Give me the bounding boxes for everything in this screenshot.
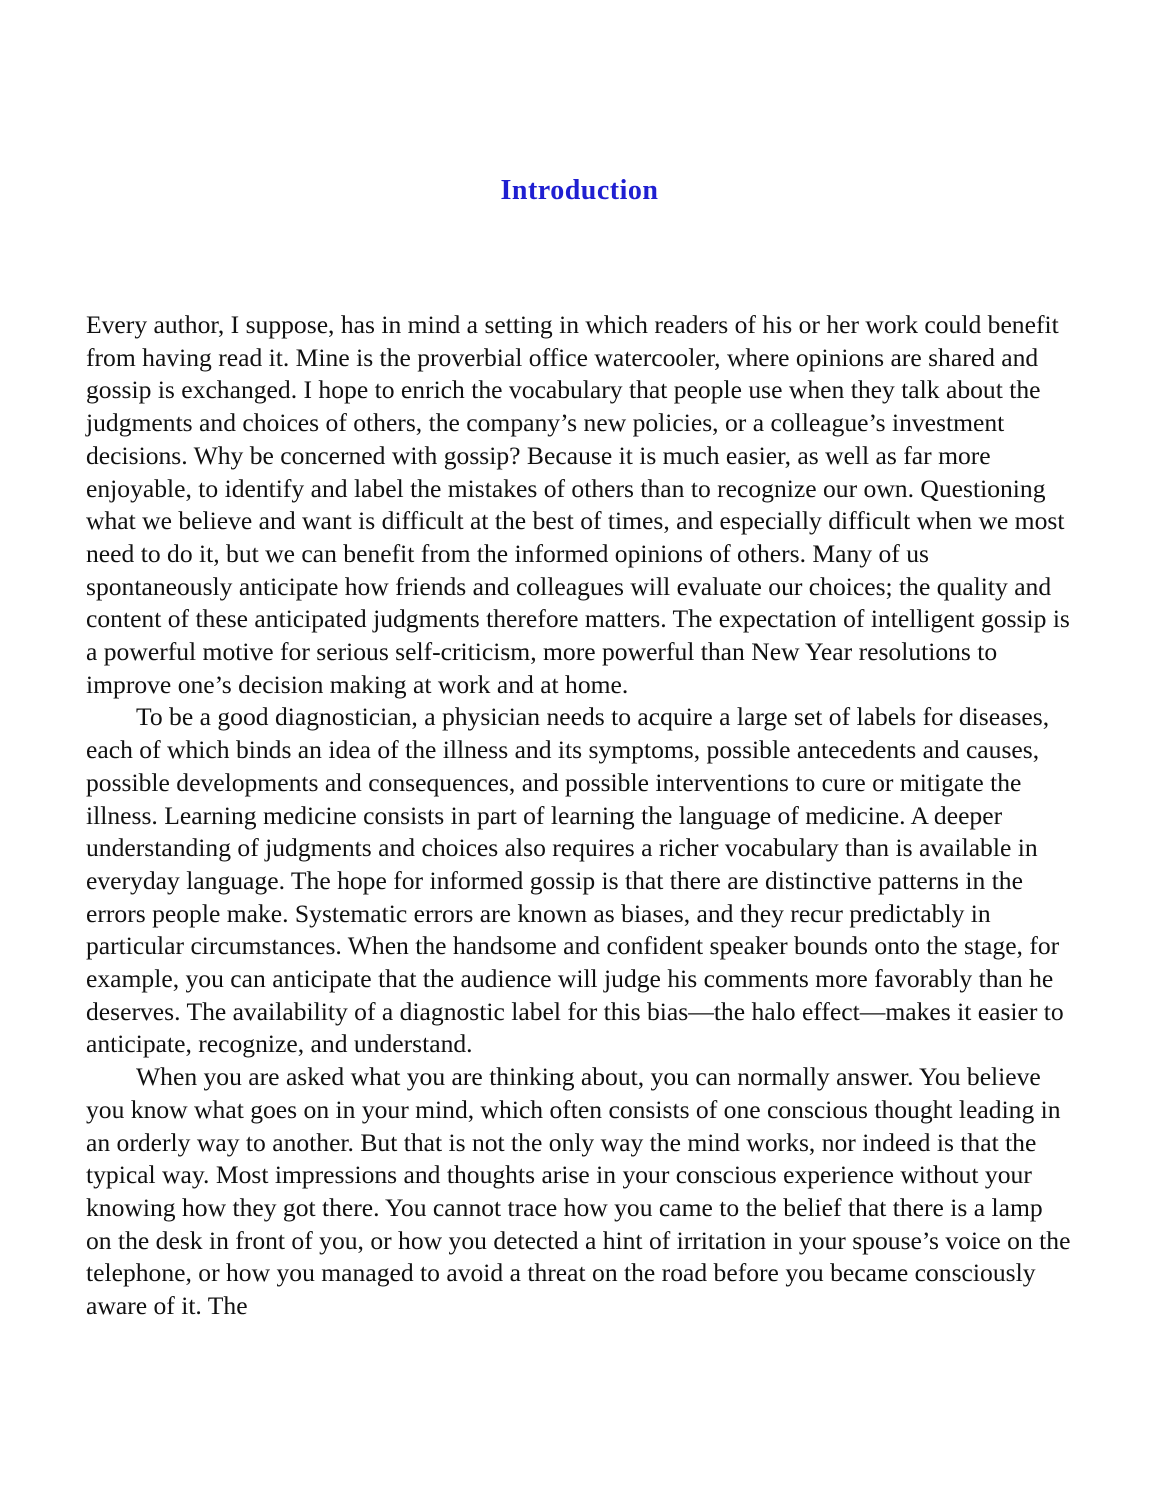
chapter-body: [86, 309, 1071, 1323]
paragraph-2: To be a good diagnostician, a physician needs to acquire a large set of labels for diseases, each of which binds an idea of the illness and its symptoms, possible antecedents and causes, possible developments and consequences, and possible interventions to cure or mitigate the illness. Learning medicine consists in part of learning the language of medicine. A deeper understanding of judgments and choices also requires a richer vocabulary than is available in everyday language. The hope for informed gossip is that there are distinctive patterns in the errors people make. Systematic errors are known as biases, and they recur predictably in particular circumstances. When the handsome and confident speaker bounds onto the stage, for example, you can anticipate that the audience will judge his comments more favorably than he deserves. The availability of a diagnostic label for this bias—the halo effect—makes it easier to anticipate, recognize, and understand.: [86, 702, 1064, 1059]
paragraph-1: Every author, I suppose, has in mind a setting in which readers of his or her work could benefit from having read it. Mine is the proverbial office watercooler, where opinions are shared and gossip is exchanged. I hope to enrich the vocabulary that people use when they talk about the judgments and choices of others, the company’s new policies, or a colleague’s investment decisions. Why be concerned with gossip? Because it is much easier, as well as far more enjoyable, to identify and label the mistakes of others than to recognize our own. Questioning what we believe and want is difficult at the best of times, and especially difficult when we most need to do it, but we can benefit from the informed opinions of others. Many of us spontaneously anticipate how friends and colleagues will evaluate our choices; the quality and content of these anticipated judgments therefore matters. The expectation of intelligent gossip is a powerful motive for serious self-criticism, more powerful than New Year resolutions to improve one’s decision making at work and at home.: [86, 310, 1070, 699]
chapter-title: Introduction: [500, 175, 659, 206]
paragraph-3: When you are asked what you are thinking about, you can normally answer. You believe you know what goes on in your mind, which often consists of one conscious thought leading in an orderly way to another. But that is not the only way the mind works, nor indeed is that the typical way. Most impressions and thoughts arise in your conscious experience without your knowing how they got there. You cannot trace how you came to the belief that there is a lamp on the desk in front of you, or how you detected a hint of irritation in your spouse’s voice on the telephone, or how you managed to avoid a threat on the road before you became consciously aware of it. The: [86, 1062, 1071, 1321]
